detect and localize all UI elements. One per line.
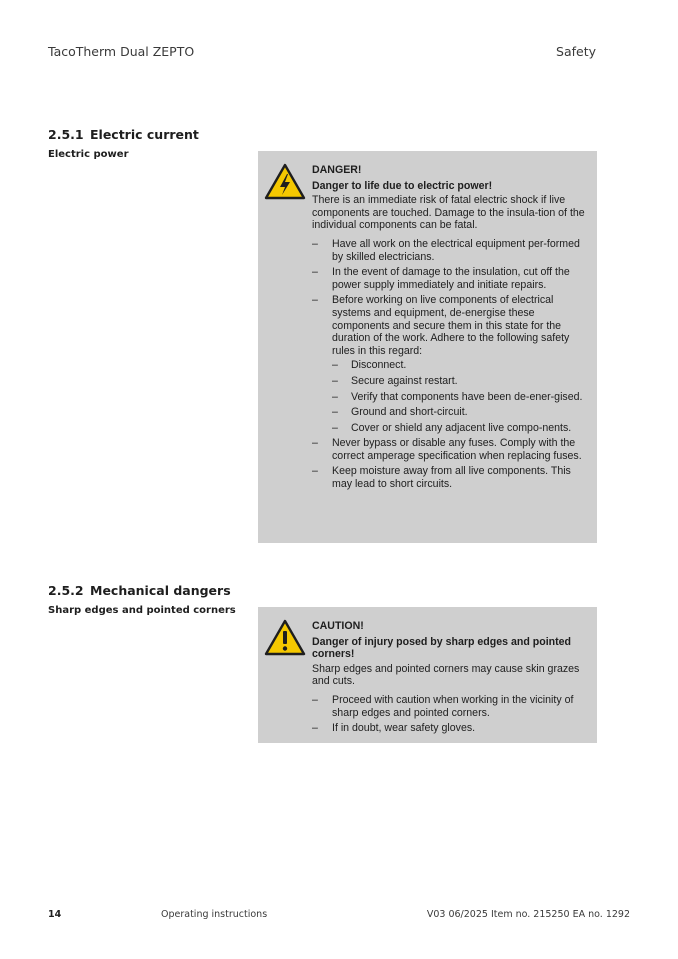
notice-description: Sharp edges and pointed corners may cause skin grazes and cuts. <box>312 662 580 688</box>
list-item-text: Before working on live components of electrical systems and equipment, de-energise these components and secure them in this state for the duration of the work. Adhere to the following safety rules in this regard: <box>332 294 570 357</box>
list-item: – Have all work on the electrical equipment per-formed by skilled electricians. <box>312 238 589 263</box>
notice-headline: Danger of injury posed by sharp edges and pointed corners! <box>312 635 571 661</box>
section-title: Electric current <box>90 127 199 142</box>
page-number: 14 <box>48 909 62 920</box>
section-number: 2.5.2 <box>48 583 84 598</box>
section-number: 2.5.1 <box>48 127 84 142</box>
version-info: V03 06/2025 Item no. 215250 EA no. 1292 <box>426 909 630 920</box>
section-heading-electric-current <box>48 127 199 142</box>
signal-word: DANGER! <box>312 164 362 176</box>
caution-notice-box <box>258 607 597 743</box>
instruction-list <box>312 694 589 735</box>
caution-notice-content <box>312 620 589 738</box>
list-item: – If in doubt, wear safety gloves. <box>312 722 589 735</box>
subsection-title-sharp-edges: Sharp edges and pointed corners <box>48 605 236 616</box>
list-item: – In the event of damage to the insulation, cut off the power supply immediately and initiate repairs. <box>312 266 589 291</box>
subsection-title-electric-power: Electric power <box>48 149 129 160</box>
running-header-product: TacoTherm Dual ZEPTO <box>48 44 195 59</box>
danger-notice-box <box>258 151 597 543</box>
sub-list-item: – Verify that components have been de-ener-gised. <box>332 391 589 404</box>
list-item: – Never bypass or disable any fuses. Comply with the correct amperage specification when replacing fuses. <box>312 437 589 462</box>
instruction-list <box>312 238 589 491</box>
sub-list-item: – Disconnect. <box>332 359 589 372</box>
sub-list-item: – Ground and short-circuit. <box>332 406 589 419</box>
list-item: – Proceed with caution when working in the vicinity of sharp edges and pointed corners. <box>312 694 589 719</box>
safety-rules-list <box>332 359 589 434</box>
document-type: Operating instructions <box>161 909 268 920</box>
sub-list-item: – Secure against restart. <box>332 375 589 388</box>
electric-shock-warning-icon <box>264 163 306 201</box>
sub-list-item: – Cover or shield any adjacent live compo-nents. <box>332 422 589 435</box>
signal-word: CAUTION! <box>312 620 364 632</box>
danger-notice-content <box>312 164 589 494</box>
running-header-chapter: Safety <box>556 44 596 59</box>
list-item <box>312 294 589 434</box>
notice-headline: Danger to life due to electric power! <box>312 179 493 192</box>
exclamation-warning-icon <box>264 619 306 657</box>
section-heading-mechanical-dangers <box>48 583 231 598</box>
section-title: Mechanical dangers <box>90 583 231 598</box>
notice-description: There is an immediate risk of fatal electric shock if live components are touched. Damage to the insula-tion of the individual components can be fatal. <box>312 194 585 232</box>
list-item: – Keep moisture away from all live components. This may lead to short circuits. <box>312 465 589 490</box>
